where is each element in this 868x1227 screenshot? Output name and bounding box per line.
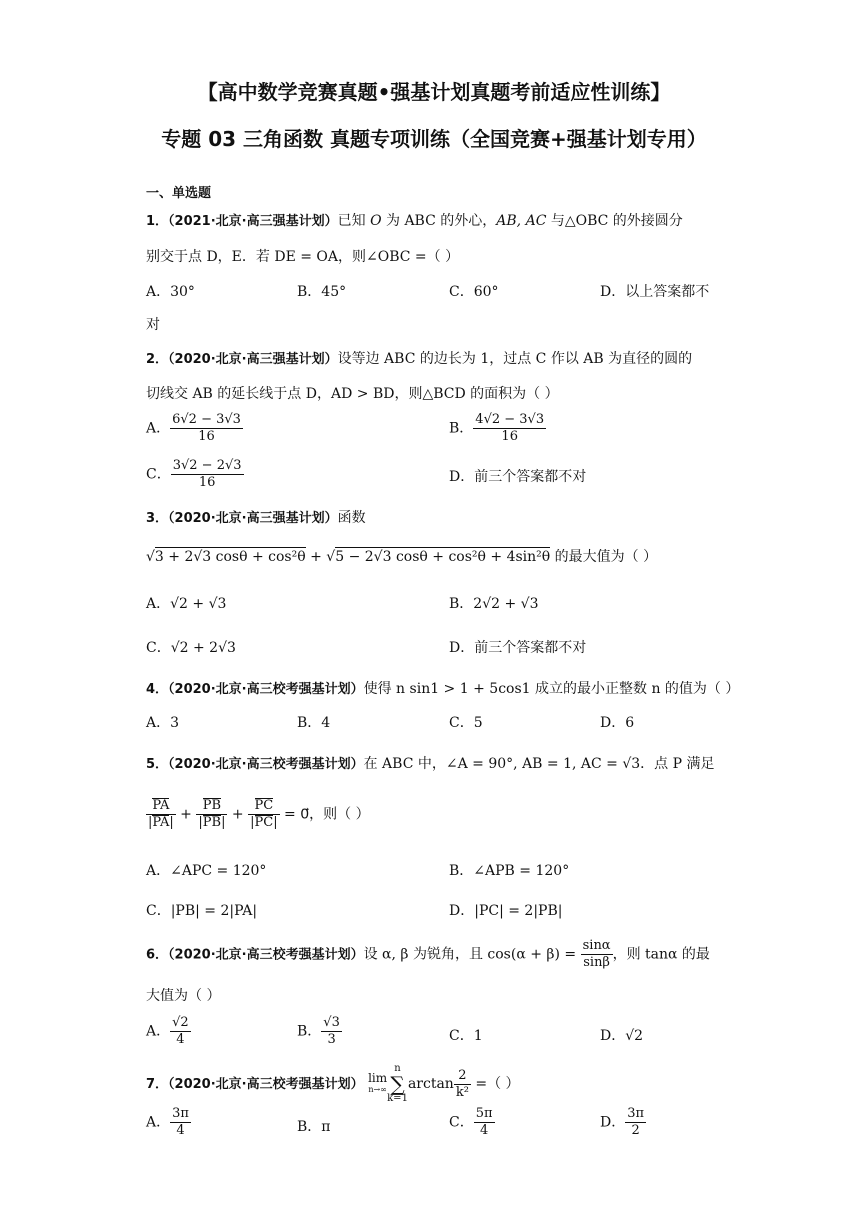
q4-option-a: A．3 [146, 715, 180, 731]
q2-option-a: A． $\frac{6√2 - 3√3}{16}$ [146, 412, 241, 444]
q7-option-c: C． $\frac{5\pi}{4}$ [449, 1106, 493, 1138]
q4-option-c: C．5 [449, 715, 483, 731]
q2-option-c: C． $\frac{3√2 - 2√3}{16}$ [146, 458, 242, 490]
q2-option-d: D．前三个答案都不对 [449, 469, 587, 485]
q1-option-d-cont: 对 [146, 317, 160, 333]
q3-option-b: B．2√2 + √3 [449, 596, 539, 612]
q3-option-d: D．前三个答案都不对 [449, 640, 587, 656]
question-7: 7．（2020·北京·高三校考强基计划） lim n→∞n ∑ k=1arctan $\frac{2}{\text{k²}}$ =（ ） [146, 1063, 520, 1104]
q3-option-a: A．√2 + √3 [146, 596, 227, 612]
question-2: 2．（2020·北京·高三强基计划）设等边 ABC 的边长为 1，过点 C 作以 AB 为直径的圆的 [146, 351, 693, 367]
q1-option-b: B．45° [297, 284, 347, 300]
question-3-expression: √3 + 2√3 cosθ + cos²θ + √5 − 2√3 cosθ + cos²θ + 4sin²θ 的最大值为（ ） [146, 549, 658, 565]
q5-option-b: B．∠APB = 120° [449, 863, 570, 879]
question-1-line2: 别交于点 D，E．若 DE = OA，则∠OBC =（ ） [146, 249, 460, 265]
q5-option-c: C．|PB| = 2|PA| [146, 903, 258, 919]
document-title: 【高中数学竞赛真题•强基计划真题考前适应性训练】 [197, 80, 671, 104]
q1-option-c: C．60° [449, 284, 499, 300]
section-heading: 一、单选题 [146, 186, 212, 201]
q5-option-d: D．|PC| = 2|PB| [449, 903, 563, 919]
q1-option-a: A．30° [146, 284, 195, 300]
question-5: 5．（2020·北京·高三校考强基计划）在 ABC 中，∠A = 90°, AB = 1, AC = √3．点 P 满足 [146, 756, 715, 772]
q5-option-a: A．∠APC = 120° [146, 863, 267, 879]
document-subtitle: 专题 03 三角函数 真题专项训练（全国竞赛+强基计划专用） [161, 127, 707, 151]
q4-option-d: D．6 [600, 715, 635, 731]
question-4: 4．（2020·北京·高三校考强基计划）使得 n sin1 > 1 + 5cos1 成立的最小正整数 n 的值为（ ） [146, 681, 740, 697]
q6-option-d: D．√2 [600, 1028, 644, 1044]
q7-option-d: D． $\frac{3\pi}{2}$ [600, 1106, 645, 1138]
q3-option-c: C．√2 + 2√3 [146, 640, 236, 656]
question-6-line2: 大值为（ ） [146, 988, 221, 1004]
question-2-line2: 切线交 AB 的延长线于点 D，AD > BD，则△BCD 的面积为（ ） [146, 386, 559, 402]
question-5-vector-condition: $\frac{PA}{|PA|}$ + $\frac{PB}{|PB|}$ + $\frac{PC}{|PC|}$ = 0⃗，则（ ） [148, 798, 370, 830]
q2-option-b: B． $\frac{4√2 - 3√3}{16}$ [449, 412, 545, 444]
question-3: 3．（2020·北京·高三强基计划）函数 [146, 510, 366, 526]
q7-option-a: A． $\frac{3\pi}{4}$ [146, 1106, 189, 1138]
q4-option-b: B．4 [297, 715, 331, 731]
question-6: 6．（2020·北京·高三校考强基计划）设 α, β 为锐角，且 cos(α + β) = $\frac{\sin\alpha}{\sin\beta}$ ，则 tanα 的最 [146, 938, 710, 970]
q6-option-c: C．1 [449, 1028, 483, 1044]
q6-option-a: A． $\frac{√2}{4}$ [146, 1015, 189, 1047]
q6-option-b: B． $\frac{√3}{3}$ [297, 1015, 340, 1047]
q7-option-b: B．π [297, 1119, 331, 1135]
question-1: 1．（2021·北京·高三强基计划）已知 O 为 ABC 的外心，AB, AC 与△OBC 的外接圆分 [146, 213, 683, 229]
q1-option-d: D．以上答案都不 [600, 284, 710, 300]
